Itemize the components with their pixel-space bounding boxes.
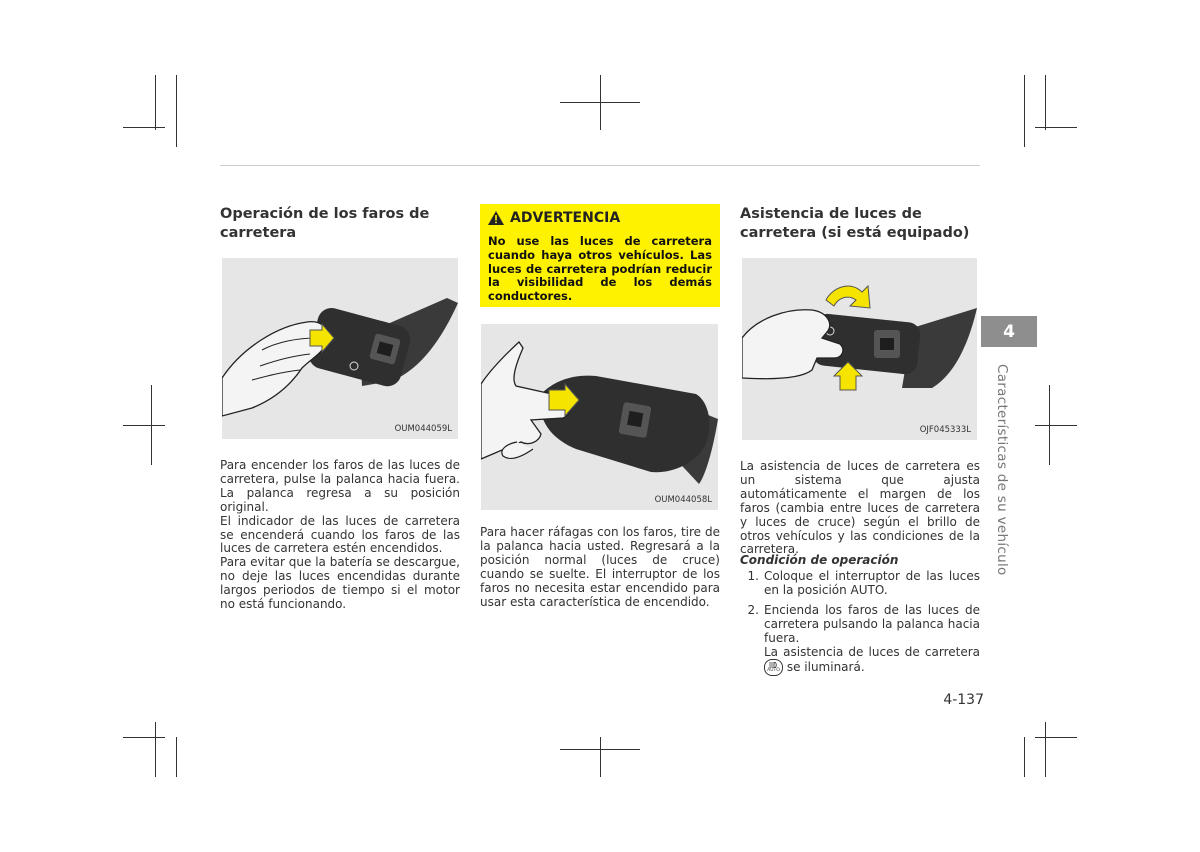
crop-mark	[1035, 737, 1077, 738]
figure-code: OUM044058L	[654, 495, 712, 505]
paragraph-group	[220, 459, 460, 612]
column-high-beam-operation	[220, 205, 460, 243]
crop-mark	[1024, 737, 1025, 777]
crop-mark	[1035, 127, 1077, 128]
crop-mark	[1045, 75, 1046, 130]
step-body	[764, 604, 980, 677]
crop-mark	[155, 722, 156, 777]
step-number: 1.	[747, 569, 759, 583]
paragraph: La asistencia de luces de carretera es un sistema que ajusta automáticamente el margen de los faros (cambia entre luces de carretera y luces de cruce) según el brillo de otros vehículos y las condiciones de la carretera.	[740, 459, 980, 557]
figure-code: OUM044059L	[394, 424, 452, 434]
warning-box	[480, 204, 720, 307]
warning-title-row	[488, 210, 712, 226]
step-text: Encienda los faros de las luces de carretera pulsando la palanca hacia fuera.	[764, 602, 980, 645]
figure-pull-lever	[481, 324, 718, 510]
crop-mark	[123, 127, 165, 128]
crop-mark	[151, 385, 152, 465]
paragraph: El indicador de las luces de carretera se encenderá cuando los faros de las luces de carretera estén encendidos.	[220, 513, 460, 556]
high-beam-assist-icon	[764, 659, 783, 676]
header-rule	[220, 165, 980, 166]
lever-auto-illustration	[742, 258, 977, 440]
crop-mark	[176, 737, 177, 777]
column-high-beam-assist	[740, 205, 980, 243]
list-item	[740, 570, 980, 598]
crop-mark	[123, 425, 165, 426]
step-text: Coloque el interruptor de las luces en la posición AUTO.	[764, 569, 980, 597]
crop-mark	[123, 737, 165, 738]
crop-mark	[155, 75, 156, 130]
figure-code: OJF045333L	[919, 425, 971, 435]
sub-heading: Condición de operación	[740, 553, 899, 567]
lever-push-illustration	[222, 258, 458, 439]
step-note: La asistencia de luces de carretera	[764, 644, 980, 659]
list-item	[740, 604, 980, 677]
warning-text: No use las luces de carretera cuando haya otros vehículos. Las luces de carretera podrían reducir la visibilidad de los demás conductores.	[488, 234, 712, 304]
lever-pull-illustration	[481, 324, 718, 510]
step-number: 2.	[747, 602, 759, 617]
warning-triangle-icon	[488, 211, 504, 225]
section-heading: Asistencia de luces de carretera (si está equipado)	[740, 206, 970, 241]
crop-mark	[1024, 75, 1025, 147]
crop-mark	[600, 737, 601, 777]
crop-mark	[600, 75, 601, 130]
crop-mark	[1049, 385, 1050, 465]
figure-auto-switch	[742, 258, 977, 440]
figure-push-lever	[222, 258, 458, 439]
chapter-title: Características de su vehículo	[994, 364, 1010, 576]
section-heading: Operación de los faros de carretera	[220, 206, 430, 241]
operation-conditions	[740, 553, 980, 682]
auto-label: AUTO	[767, 668, 780, 674]
page-number: 4-137	[943, 692, 984, 708]
paragraph: Para hacer ráfagas con los faros, tire de la palanca hacia usted. Regresará a la posición normal (luces de cruce) cuando se suelte. El interruptor de los faros no necesita estar encendido para usar esta característica de encendido.	[480, 525, 720, 609]
crop-mark	[1035, 425, 1077, 426]
warning-title: ADVERTENCIA	[510, 210, 621, 226]
step-note-end: se iluminará.	[786, 660, 865, 675]
paragraph: Para evitar que la batería se descargue, no deje las luces encendidas durante largos periodos de tiempo si el motor no está funcionando.	[220, 555, 460, 612]
paragraph: Para encender los faros de las luces de carretera, pulse la palanca hacia fuera. La palanca regresa a su posición original.	[220, 458, 460, 514]
steps-list	[740, 570, 980, 676]
crop-mark	[176, 75, 177, 147]
crop-mark	[1045, 722, 1046, 777]
chapter-tab: 4	[981, 316, 1037, 347]
